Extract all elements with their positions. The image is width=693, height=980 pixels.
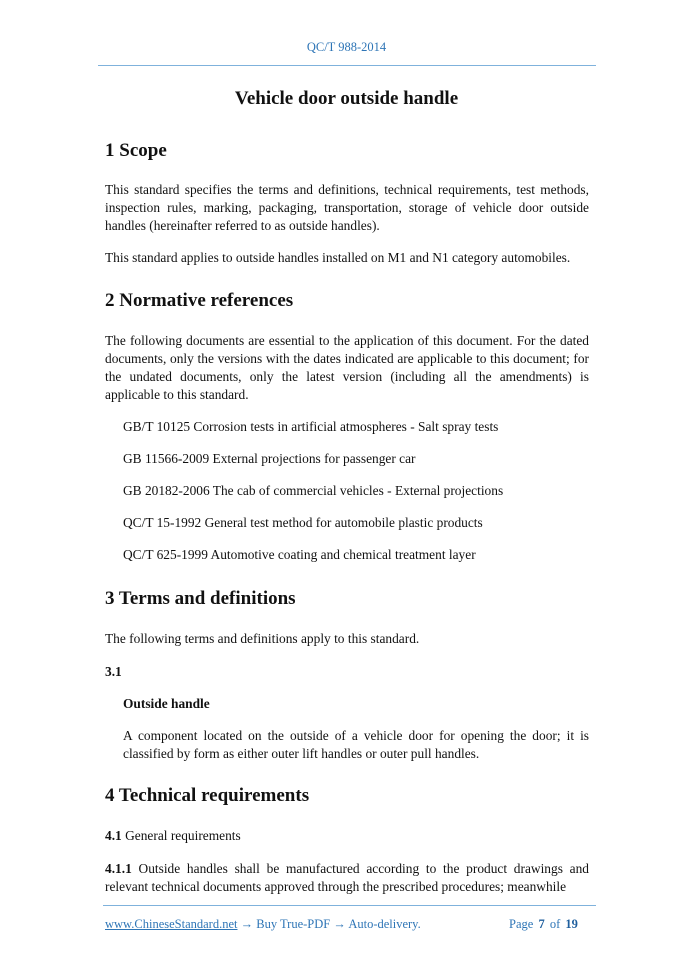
page-indicator — [509, 917, 578, 932]
section-1-paragraph-2: This standard applies to outside handles installed on M1 and N1 category automobiles. — [105, 250, 571, 265]
section-4-heading: 4 Technical requirements — [105, 785, 310, 806]
buy-pdf-text: Buy True-PDF — [256, 917, 331, 931]
auto-delivery-text: Auto-delivery. — [348, 917, 421, 931]
term-name: Outside handle — [123, 696, 210, 711]
section-1-paragraph-1: This standard specifies the terms and definitions, technical requirements, test methods, inspection rules, marking, packaging, transportation, storage of vehicle door outside handles (hereinafter referred to as outside handles). — [105, 182, 589, 233]
reference-item: GB/T 10125 Corrosion tests in artificial atmospheres - Salt spray tests — [123, 419, 499, 434]
page-total: 19 — [565, 917, 578, 931]
subclause-4-1 — [105, 827, 589, 845]
document-title: Vehicle door outside handle — [234, 88, 459, 109]
of-label: of — [549, 917, 561, 931]
term-number: 3.1 — [105, 664, 122, 679]
reference-item: GB 20182-2006 The cab of commercial vehicles - External projections — [123, 483, 504, 498]
page-current: 7 — [538, 917, 545, 931]
header-divider — [98, 65, 596, 66]
term-definition: A component located on the outside of a vehicle door for opening the door; it is classified by form as either outer lift handles or outer pull handles. — [123, 728, 589, 761]
section-2-paragraph-1: The following documents are essential to the application of this document. For the dated documents, only the versions with the dates indicated are applicable to this document; for the undated documents, only the latest version (including all the amendments) is applicable to this standard. — [105, 333, 589, 402]
footer-divider — [103, 905, 596, 906]
document-code-header: QC/T 988-2014 — [306, 40, 387, 54]
section-2-heading: 2 Normative references — [105, 290, 294, 311]
website-link[interactable]: www.ChineseStandard.net — [105, 917, 238, 931]
section-3-heading: 3 Terms and definitions — [105, 588, 296, 609]
clause-number: 4.1.1 — [105, 861, 132, 876]
subclause-number: 4.1 — [105, 828, 122, 843]
reference-item: GB 11566-2009 External projections for passenger car — [123, 451, 416, 466]
reference-item: QC/T 625-1999 Automotive coating and chemical treatment layer — [123, 547, 476, 562]
arrow-right-icon: → — [240, 917, 254, 931]
subclause-title: General requirements — [125, 828, 241, 843]
section-1-heading: 1 Scope — [105, 140, 167, 161]
arrow-right-icon: → — [333, 917, 346, 931]
reference-item: QC/T 15-1992 General test method for automobile plastic products — [123, 515, 483, 530]
clause-4-1-1 — [105, 860, 589, 896]
clause-text: Outside handles shall be manufactured according to the product drawings and relevant technical documents approved through the prescribed procedures; meanwhile — [105, 861, 589, 894]
page-label: Page — [509, 917, 534, 931]
section-3-paragraph-1: The following terms and definitions apply to this standard. — [105, 631, 420, 646]
footer-promo — [105, 917, 421, 932]
